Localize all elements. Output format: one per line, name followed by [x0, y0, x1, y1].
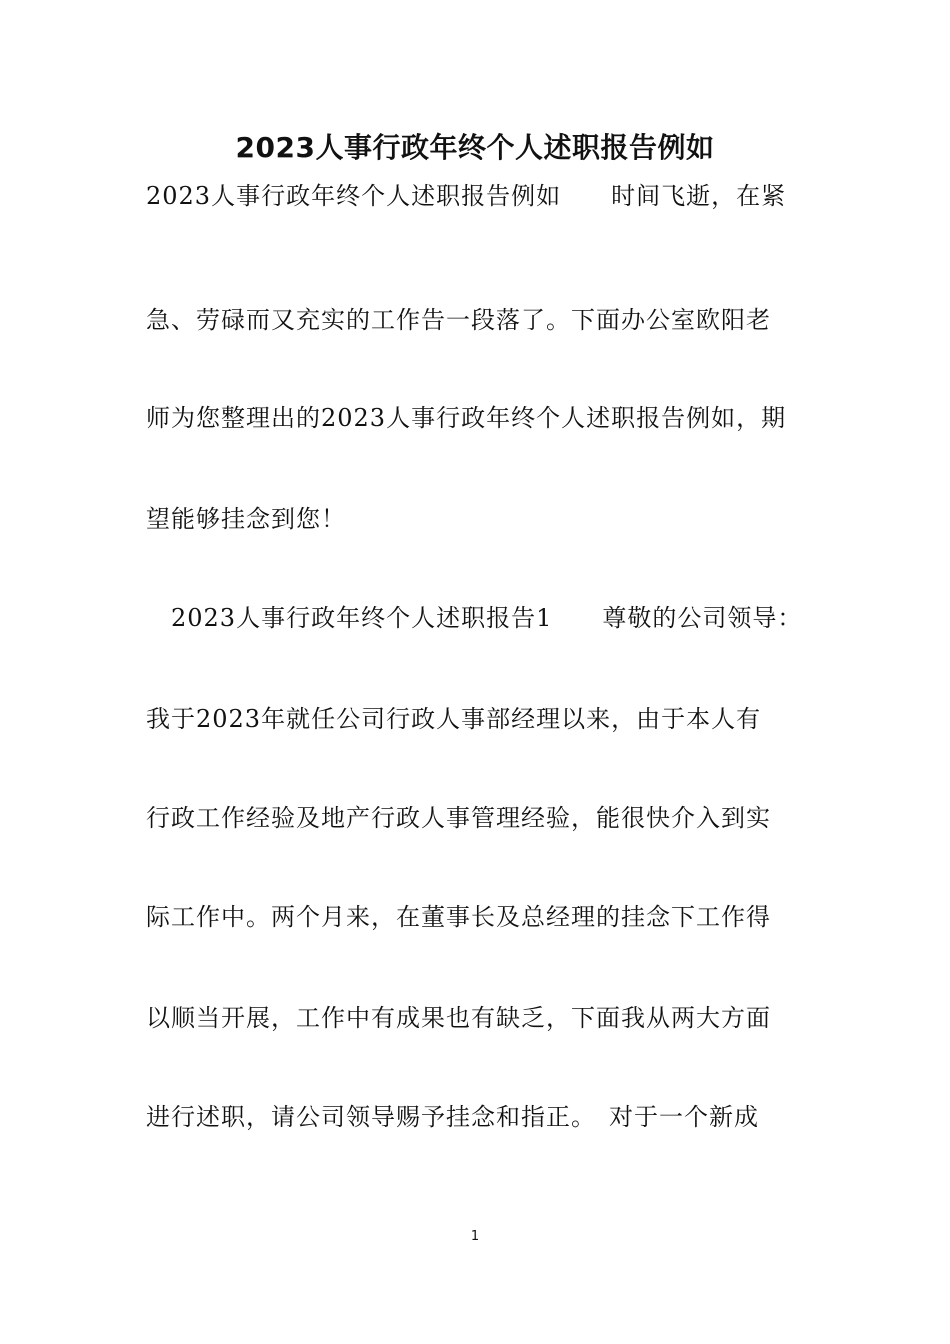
body-line-6: 我于2023年就任公司行政人事部经理以来，由于本人有 [146, 705, 762, 733]
body-line-10: 进行述职，请公司领导赐予挂念和指正。 对于一个新成 [146, 1103, 759, 1131]
body-line-4: 望能够挂念到您！ [146, 505, 346, 533]
document-title: 2023人事行政年终个人述职报告例如 [235, 131, 715, 164]
body-line-8: 际工作中。两个月来，在董事长及总经理的挂念下工作得 [146, 903, 771, 931]
body-line-7: 行政工作经验及地产行政人事管理经验，能很快介入到实 [146, 804, 771, 832]
body-line-5: 2023人事行政年终个人述职报告1 尊敬的公司领导： [146, 604, 803, 632]
page-number: 1 [470, 1229, 480, 1244]
body-line-9: 以顺当开展，工作中有成果也有缺乏，下面我从两大方面 [146, 1004, 771, 1032]
body-line-1: 2023人事行政年终个人述职报告例如 时间飞逝，在紧 [146, 182, 787, 210]
body-line-3: 师为您整理出的2023人事行政年终个人述职报告例如，期 [146, 404, 787, 432]
body-line-2: 急、劳碌而又充实的工作告一段落了。下面办公室欧阳老 [146, 306, 771, 334]
